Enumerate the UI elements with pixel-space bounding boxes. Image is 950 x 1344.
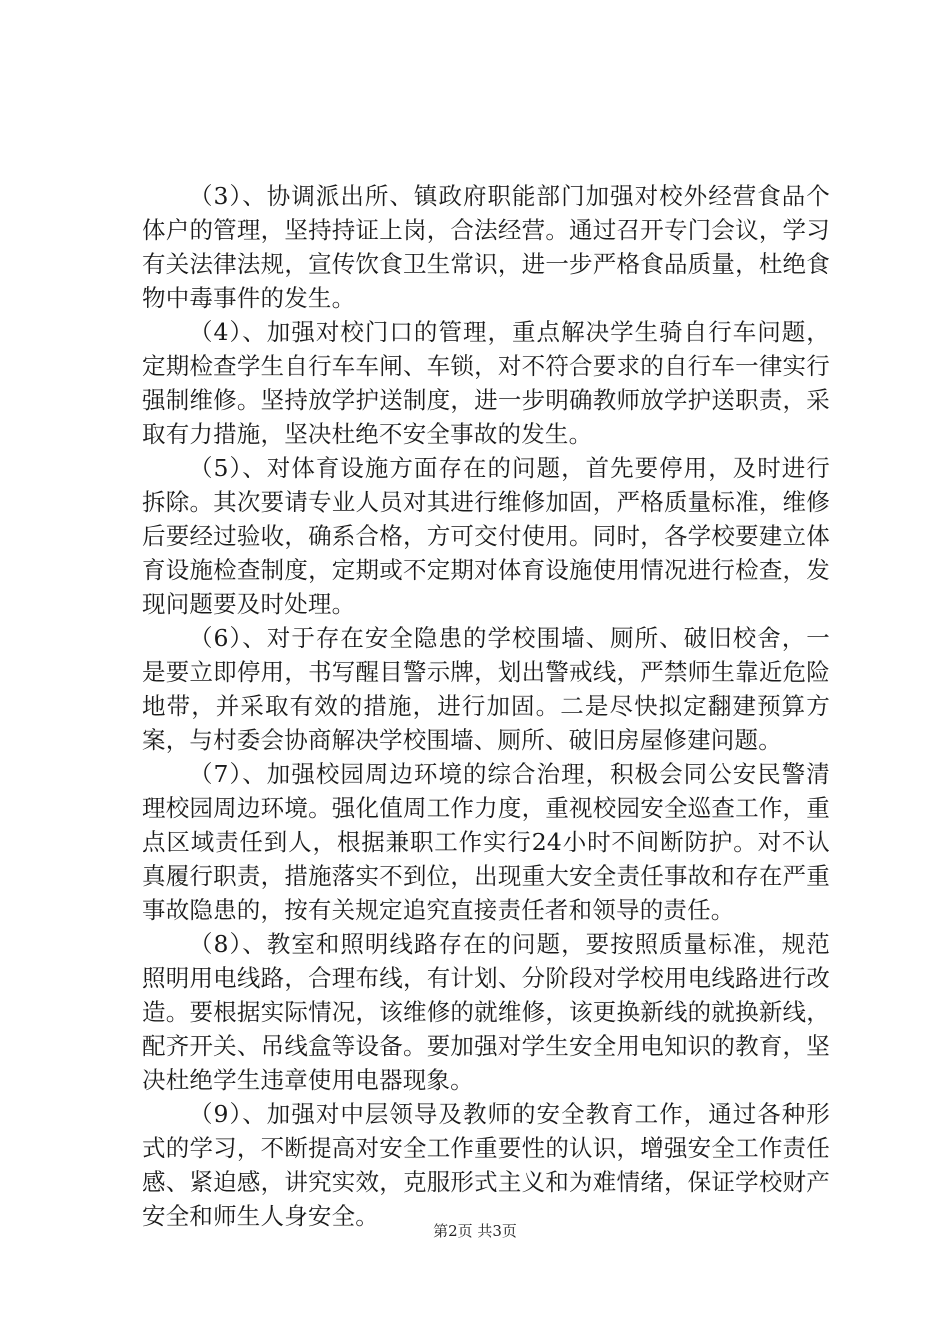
paragraph-9: （9）、加强对中层领导及教师的安全教育工作，通过各种形式的学习，不断提高对安全工作重要性的认识，增强安全工作责任感、紧迫感，讲究实效，克服形式主义和为难情绪，保证学校财产安全和师生人身安全。	[142, 1100, 830, 1230]
paragraph-7: （7）、加强校园周边环境的综合治理，积极会同公安民警清理校园周边环境。强化值周工作力度，重视校园安全巡查工作，重点区域责任到人，根据兼职工作实行24小时不间断防护。对不认真履行职责，措施落实不到位，出现重大安全责任事故和存在严重事故隐患的，按有关规定追究直接责任者和领导的责任。	[142, 760, 830, 924]
document-body	[142, 179, 830, 1233]
page-number-footer: 第2页 共3页	[433, 1222, 517, 1240]
paragraph-4: （4）、加强对校门口的管理，重点解决学生骑自行车问题，定期检查学生自行车车闸、车锁，对不符合要求的自行车一律实行强制维修。坚持放学护送制度，进一步明确教师放学护送职责，采取有力措施，坚决杜绝不安全事故的发生。	[142, 318, 830, 448]
paragraph-6: （6）、对于存在安全隐患的学校围墙、厕所、破旧校舍，一是要立即停用，书写醒目警示牌，划出警戒线，严禁师生靠近危险地带，并采取有效的措施，进行加固。二是尽快拟定翻建预算方案，与村委会协商解决学校围墙、厕所、破旧房屋修建问题。	[142, 624, 830, 754]
paragraph-8: （8）、教室和照明线路存在的问题，要按照质量标准，规范照明用电线路，合理布线，有计划、分阶段对学校用电线路进行改造。要根据实际情况，该维修的就维修，该更换新线的就换新线，配齐开关、吊线盒等设备。要加强对学生安全用电知识的教育，坚决杜绝学生违章使用电器现象。	[142, 930, 830, 1094]
paragraph-5: （5）、对体育设施方面存在的问题，首先要停用，及时进行拆除。其次要请专业人员对其进行维修加固，严格质量标准，维修后要经过验收，确系合格，方可交付使用。同时，各学校要建立体育设施检查制度，定期或不定期对体育设施使用情况进行检查，发现问题要及时处理。	[142, 454, 830, 618]
paragraph-3: （3）、协调派出所、镇政府职能部门加强对校外经营食品个体户的管理，坚持持证上岗，合法经营。通过召开专门会议，学习有关法律法规，宣传饮食卫生常识，进一步严格食品质量，杜绝食物中毒事件的发生。	[142, 182, 830, 312]
